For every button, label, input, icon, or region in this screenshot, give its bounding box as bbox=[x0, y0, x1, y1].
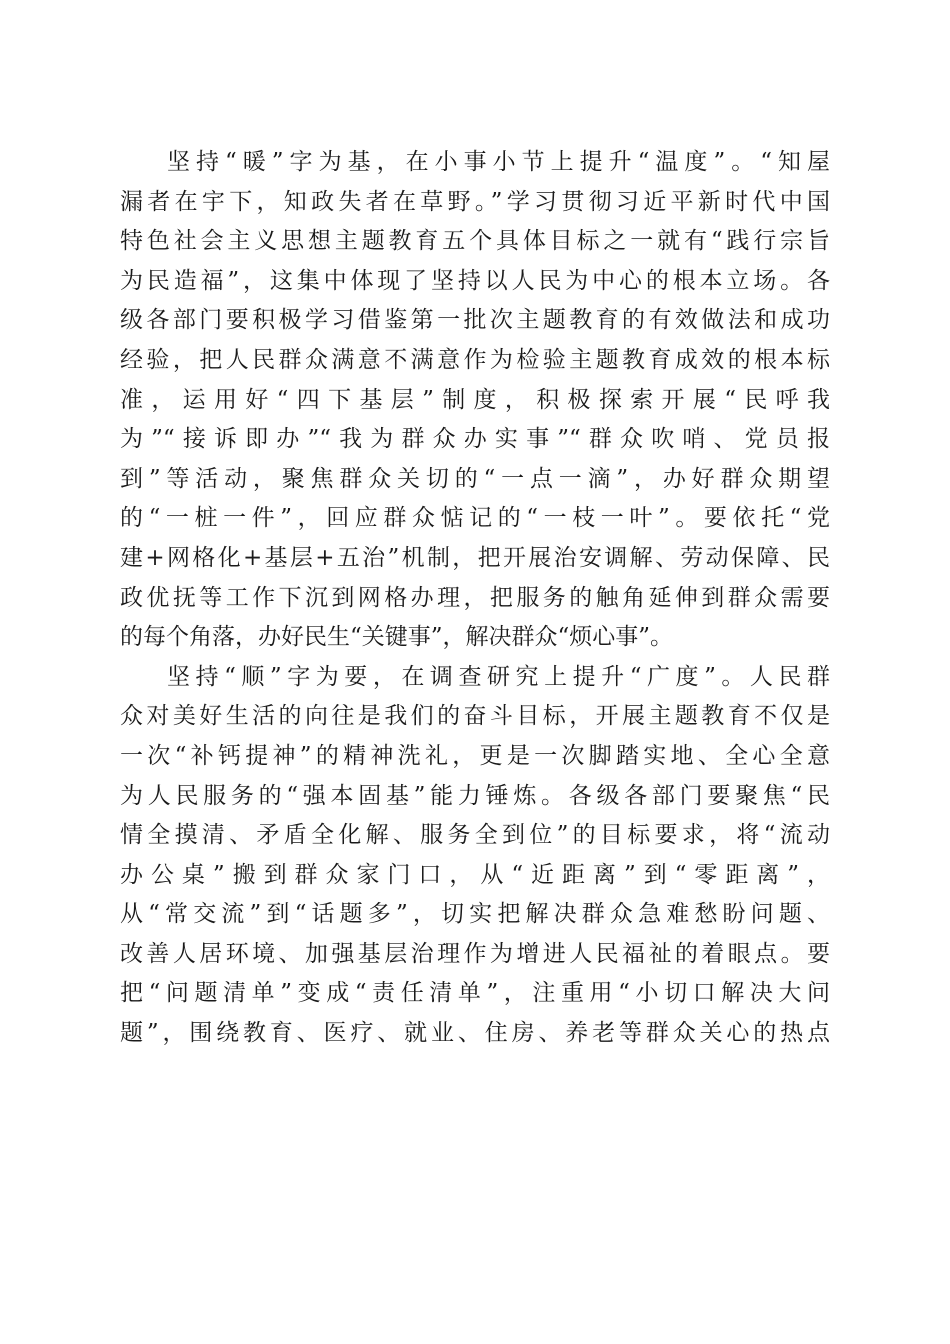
paragraph-line: 一次“补钙提神”的精神洗礼，更是一次脚踏实地、全心全意 bbox=[120, 742, 830, 769]
paragraph-line: 级各部门要积极学习借鉴第一批次主题教育的有效做法和成功 bbox=[120, 307, 830, 334]
paragraph-line: 把“问题清单”变成“责任清单”，注重用“小切口解决大问 bbox=[120, 980, 830, 1007]
paragraph-line: 为”“接诉即办”“我为群众办实事”“群众吹哨、党员报 bbox=[120, 426, 830, 453]
paragraph-line: 坚持“顺”字为要，在调查研究上提升“广度”。人民群 bbox=[167, 663, 830, 690]
paragraph-line: 建+网格化+基层+五治”机制，把开展治安调解、劳动保障、民 bbox=[120, 544, 830, 571]
paragraph-line: 经验，把人民群众满意不满意作为检验主题教育成效的根本标 bbox=[120, 346, 830, 373]
paragraph-line: 坚持“暖”字为基，在小事小节上提升“温度”。“知屋 bbox=[167, 149, 830, 175]
paragraph-line: 政优抚等工作下沉到网格办理，把服务的触角延伸到群众需要 bbox=[120, 584, 830, 611]
paragraph-line: 为人民服务的“强本固基”能力锤炼。各级各部门要聚焦“民 bbox=[120, 782, 830, 809]
paragraph-line: 题”，围绕教育、医疗、就业、住房、养老等群众关心的热点 bbox=[120, 1020, 830, 1047]
paragraph-line: 从“常交流”到“话题多”，切实把解决群众急难愁盼问题、 bbox=[120, 901, 830, 928]
paragraph-line: 情全摸清、矛盾全化解、服务全到位”的目标要求，将“流动 bbox=[120, 822, 830, 849]
document-body bbox=[120, 143, 830, 1054]
paragraph-warmth bbox=[120, 143, 830, 658]
paragraph-line: 漏者在宇下，知政失者在草野。”学习贯彻习近平新时代中国 bbox=[120, 188, 830, 215]
paragraph-line: 特色社会主义思想主题教育五个具体目标之一就有“践行宗旨 bbox=[120, 228, 830, 255]
paragraph-line: 的每个角落，办好民生“关键事”，解决群众“烦心事”。 bbox=[120, 624, 674, 651]
paragraph-line: 为民造福”，这集中体现了坚持以人民为中心的根本立场。各 bbox=[120, 267, 830, 294]
paragraph-line: 到”等活动，聚焦群众关切的“一点一滴”，办好群众期望 bbox=[120, 465, 830, 492]
paragraph-breadth bbox=[120, 658, 830, 1054]
paragraph-line: 的“一桩一件”，回应群众惦记的“一枝一叶”。要依托“党 bbox=[120, 505, 830, 532]
paragraph-line: 办公桌”搬到群众家门口，从“近距离”到“零距离”， bbox=[120, 861, 830, 888]
paragraph-line: 准，运用好“四下基层”制度，积极探索开展“民呼我 bbox=[120, 386, 830, 413]
paragraph-line: 改善人居环境、加强基层治理作为增进人民福祉的着眼点。要 bbox=[120, 940, 830, 967]
paragraph-line: 众对美好生活的向往是我们的奋斗目标，开展主题教育不仅是 bbox=[120, 703, 830, 730]
